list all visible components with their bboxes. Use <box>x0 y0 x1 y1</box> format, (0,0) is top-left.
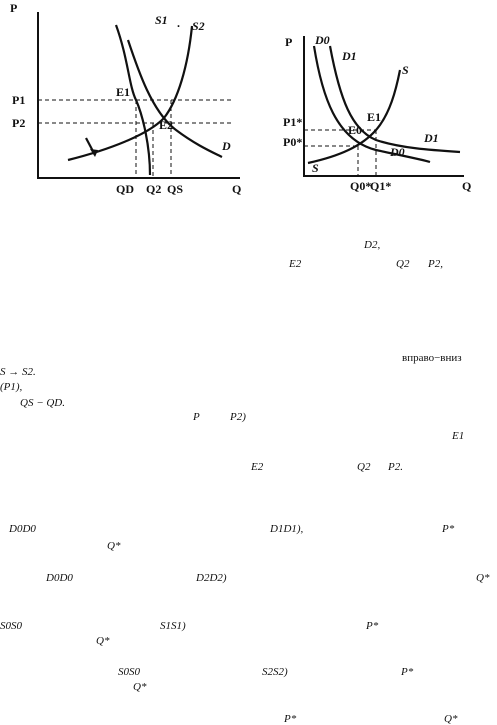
text-fragment: P <box>193 411 200 423</box>
text-fragment: QS − QD. <box>20 397 66 409</box>
text-fragment: P* <box>366 620 379 632</box>
text-fragment: Q* <box>107 540 121 552</box>
text-fragment: D2, <box>364 239 381 251</box>
text-fragment: Q* <box>476 572 490 584</box>
text-fragment: D0D0 <box>46 572 73 584</box>
right-price-p1-star: P1* <box>283 115 303 129</box>
text-fragment: S → S2. <box>0 366 36 378</box>
text-fragment: P* <box>401 666 414 678</box>
left-quantity-qd: QD <box>116 182 134 196</box>
right-point-e0: E0 <box>348 123 363 137</box>
left-price-p2: P2 <box>12 116 26 130</box>
left-quantity-q2: Q2 <box>146 182 162 196</box>
right-curve-d0-top: D0 <box>315 33 330 47</box>
right-curve-d1-top: D1 <box>342 49 357 63</box>
text-fragment: P2) <box>230 411 246 423</box>
left-separator-dot: . <box>177 16 180 30</box>
right-curve-s-bottom: S <box>312 161 319 175</box>
left-curve-s2: S2 <box>192 19 205 33</box>
text-fragment: S0S0 <box>0 620 22 632</box>
text-fragment: Q2 <box>357 461 371 473</box>
left-price-p1: P1 <box>12 93 26 107</box>
right-curve-s-top: S <box>402 63 409 77</box>
text-fragment: Q* <box>444 713 458 725</box>
text-fragment: Q* <box>96 635 110 647</box>
left-x-axis-label: Q <box>232 182 242 196</box>
right-quantity-q0-star: Q0* <box>350 179 372 193</box>
right-curve-d1-end: D1 <box>424 131 439 145</box>
text-fragment: S0S0 <box>118 666 140 678</box>
text-fragment: E2 <box>289 258 302 270</box>
right-supply-demand-figure <box>283 33 471 193</box>
text-fragment: D1D1), <box>270 523 304 535</box>
text-fragment: P2, <box>428 258 443 270</box>
right-curve-d0-end: D0 <box>390 145 405 159</box>
left-point-e2: E2 <box>159 118 174 132</box>
text-fragment: P* <box>442 523 455 535</box>
text-fragment: D2D2) <box>196 572 227 584</box>
left-y-axis-label: P <box>10 1 18 15</box>
right-x-axis-label: Q <box>462 179 472 193</box>
text-fragment: вправо−вниз <box>402 352 462 364</box>
left-quantity-qs: QS <box>167 182 184 196</box>
text-fragment: E1 <box>452 430 465 442</box>
right-point-e1: E1 <box>367 110 382 124</box>
right-y-axis-label: P <box>285 35 293 49</box>
left-supply-demand-figure <box>10 1 241 196</box>
left-curve-d: D <box>222 139 231 153</box>
text-fragment: S2S2) <box>262 666 288 678</box>
text-fragment: (P1), <box>0 381 23 393</box>
left-curve-s1: S1 <box>155 13 168 27</box>
right-demand-curve-d0 <box>314 46 430 162</box>
text-fragment: D0D0 <box>9 523 36 535</box>
text-fragment: Q2 <box>396 258 410 270</box>
text-fragment: S1S1) <box>160 620 186 632</box>
text-fragment: P2. <box>388 461 403 473</box>
text-fragment: P* <box>284 713 297 725</box>
right-quantity-q1-star: Q1* <box>370 179 392 193</box>
text-fragment: Q* <box>133 681 147 693</box>
right-price-p0-star: P0* <box>283 135 303 149</box>
right-axes <box>304 36 464 176</box>
text-fragment: E2 <box>251 461 264 473</box>
left-point-e1: E1 <box>116 85 131 99</box>
left-axes <box>38 12 240 178</box>
